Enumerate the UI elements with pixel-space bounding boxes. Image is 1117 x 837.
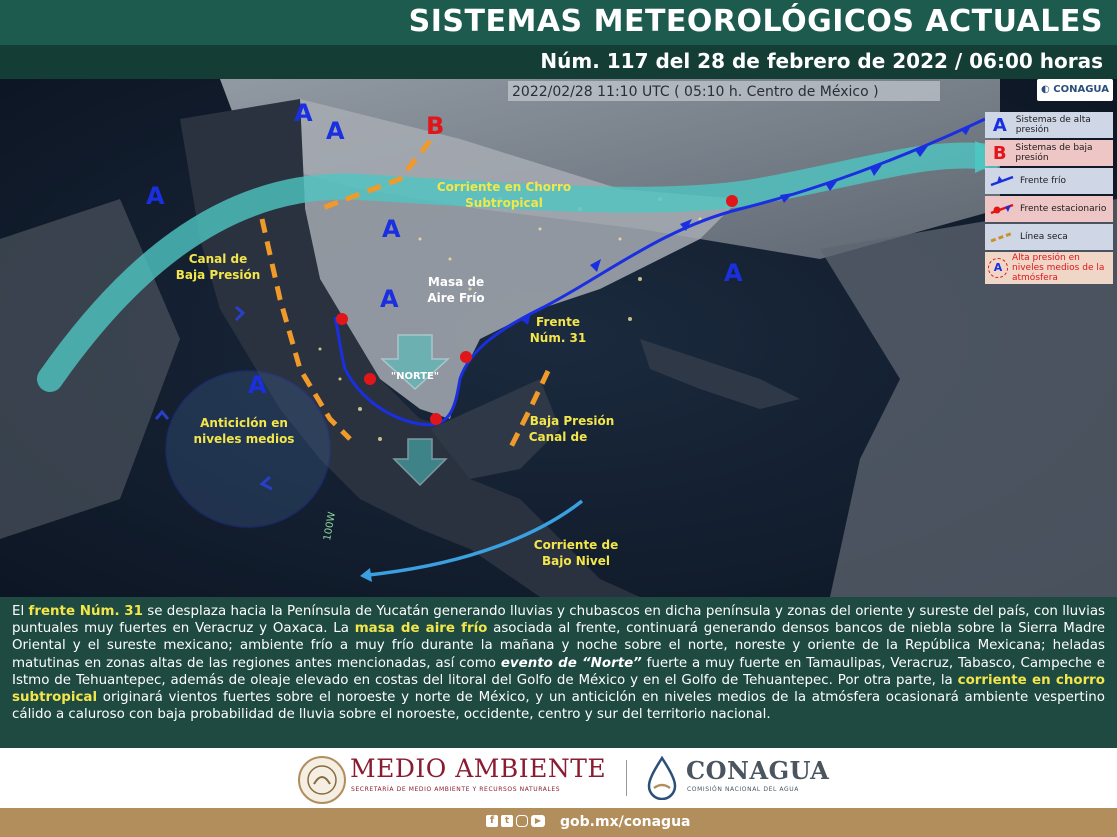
dry-line-icon [988, 226, 1016, 248]
conagua-title: CONAGUA [686, 756, 830, 785]
legend-item-cold-front [985, 168, 1113, 194]
txt-c: se desplaza hacia la Península de Yucatán generando lluvias y chubascos en dicha península y zonas del oriente y sureste del país, con lluvias puntuales muy fuertes en Veracruz y Oaxaca. La [12, 604, 1105, 637]
conagua-drop-icon [645, 756, 679, 800]
legend-label-high: Sistemas de alta presión [1015, 115, 1091, 135]
footer [0, 808, 1117, 837]
label-canal-right-1: Canal de [528, 430, 588, 444]
facebook-icon[interactable]: f [486, 815, 498, 827]
longitude-label: 100W [322, 511, 338, 542]
high-pressure-3: A [146, 182, 165, 210]
legend-item-stationary [985, 196, 1113, 222]
instagram-icon[interactable] [516, 815, 528, 827]
social-icons [486, 815, 545, 827]
map-canvas [0, 79, 1117, 597]
legend-label-stationary: Frente estacionario [1020, 204, 1107, 214]
header [0, 0, 1117, 79]
legend-label-low: Sistemas de baja presión [1015, 143, 1093, 163]
high-pressure-1: A [294, 99, 313, 127]
legend-label-mid-high: Alta presión en niveles medios de la atmósfera [1012, 253, 1105, 283]
label-canal-right-2: Baja Presión [529, 414, 615, 428]
txt-norte: evento de “Norte” [500, 655, 642, 671]
page-title: SISTEMAS METEOROLÓGICOS ACTUALES [408, 4, 1103, 39]
low-pressure: B [426, 112, 445, 140]
label-masa-2: Aire Frío [427, 291, 485, 305]
seal-icon [298, 756, 346, 804]
label-anticiclon-1: Anticiclón en [200, 416, 288, 430]
high-pressure-7: A [248, 371, 267, 399]
txt-a: El [12, 604, 29, 619]
stationary-front-icon [988, 198, 1016, 220]
high-pressure-4: A [382, 215, 401, 243]
header-subtitle-bar [0, 45, 1117, 79]
label-anticiclon-2: niveles medios [193, 432, 295, 446]
mid-level-high-icon [988, 257, 1008, 279]
cold-front-icon [988, 170, 1016, 192]
txt-frente: frente Núm. 31 [28, 604, 143, 619]
txt-masa: masa de aire frío [354, 621, 488, 637]
txt-chorro: corriente en chorro subtropical [12, 672, 1105, 706]
label-masa-1: Masa de [427, 275, 485, 289]
logos-bar [0, 748, 1117, 808]
legend-item-mid-high [985, 252, 1113, 284]
txt-i: originará vientos fuertes sobre el noroeste y norte de México, y un anticiclón en niveles medios de la atmósfera ocasionará ambiente vespertino cálido a caluroso con baja probabilidad de lluvia sobre el noroeste, occidente, centro y sur del territorio nacional. [12, 690, 1105, 723]
bulletin-number: Núm. 117 del 28 de febrero de 2022 / 06:00 horas [540, 49, 1103, 73]
semarnat-subtitle: SECRETARÍA DE MEDIO AMBIENTE Y RECURSOS NATURALES [351, 786, 561, 793]
label-jet-1: Corriente en Chorro [436, 180, 572, 194]
legend-label-cold-front: Frente frío [1020, 176, 1067, 186]
high-pressure-2: A [326, 117, 345, 145]
legend [985, 112, 1113, 286]
high-pressure-5: A [380, 285, 399, 313]
conagua-subtitle: COMISIÓN NACIONAL DEL AGUA [687, 786, 799, 793]
label-canal-left-2: Baja Presión [175, 268, 261, 282]
conagua-badge [1037, 79, 1113, 101]
twitter-icon[interactable]: t [501, 815, 513, 827]
label-jet-2: Subtropical [465, 196, 543, 210]
low-pressure-icon: B [992, 142, 1007, 164]
weather-map [0, 79, 1117, 597]
label-canal-left-1: Canal de [188, 252, 248, 266]
forecast-paragraph [0, 597, 1117, 723]
youtube-icon[interactable]: ▶ [531, 815, 545, 827]
legend-label-dry-line: Línea seca [1020, 232, 1068, 242]
logo-divider [626, 760, 627, 796]
semarnat-title: MEDIO AMBIENTE [350, 754, 607, 783]
high-pressure-6: A [724, 259, 743, 287]
high-pressure-icon: A [992, 114, 1007, 136]
mid-level-high-symbol: A [988, 258, 1008, 278]
legend-item-dry-line [985, 224, 1113, 250]
label-bajo-nivel-1: Corriente de [533, 538, 619, 552]
legend-item-low [985, 140, 1113, 166]
label-bajo-nivel-2: Bajo Nivel [541, 554, 611, 568]
footer-url[interactable]: gob.mx/conagua [560, 814, 691, 830]
forecast-text [0, 597, 1117, 748]
header-title-bar [0, 0, 1117, 45]
conagua-badge-label: CONAGUA [1053, 84, 1109, 95]
txt-e: asociada al frente, continuará generando densos bancos de niebla sobre la Sierra Madre Oriental y el sureste mexicano; ambiente frío a muy frío durante la mañana y noche sobre el norte, noreste y oriente de la República Mexicana; heladas matutinas en zonas altas de las regiones antes mencionadas, así como [12, 621, 1105, 671]
label-frente-1: Frente [536, 315, 580, 329]
drop-icon: ◐ [1041, 84, 1050, 95]
label-norte: "NORTE" [390, 371, 440, 382]
label-frente-2: Núm. 31 [529, 331, 587, 345]
satellite-timestamp: 2022/02/28 11:10 UTC ( 05:10 h. Centro de México ) [512, 84, 879, 100]
txt-g: fuerte a muy fuerte en Tamaulipas, Veracruz, Tabasco, Campeche e Istmo de Tehuantepec, además de oleaje elevado en costas del litoral del Golfo de México y en el Golfo de Tehuantepec. Por otra parte, la [12, 655, 1106, 688]
legend-item-high [985, 112, 1113, 138]
